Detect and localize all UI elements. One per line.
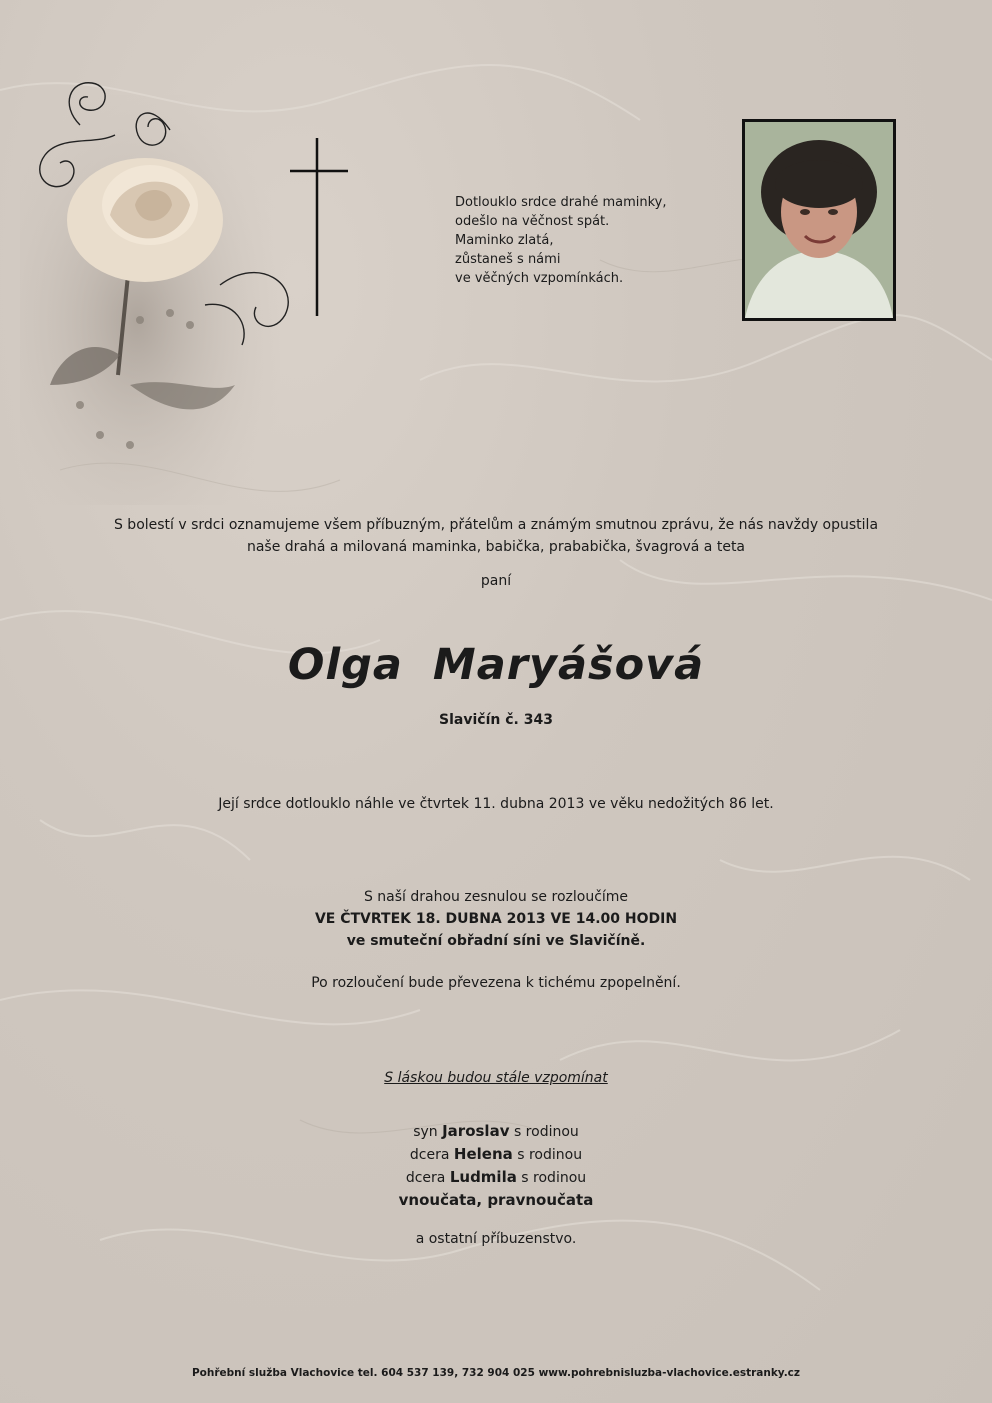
first-name: Olga bbox=[287, 640, 403, 690]
cremation-note: Po rozloučení bude převezena k tichému zpopelnění. bbox=[311, 975, 681, 991]
funeral-intro: S naší drahou zesnulou se rozloučíme bbox=[363, 889, 629, 905]
title-word: paní bbox=[480, 573, 512, 589]
address: Slavičín č. 343 bbox=[439, 712, 553, 728]
other-relatives: a ostatní příbuzenstvo. bbox=[415, 1231, 577, 1247]
poem-line: odešlo na věčnost spát. bbox=[455, 214, 610, 229]
rose-decoration bbox=[20, 55, 300, 505]
poem-line: Maminko zlatá, bbox=[455, 233, 554, 248]
poem-line: Dotlouklo srdce drahé maminky, bbox=[455, 195, 667, 210]
death-notice: Její srdce dotlouklo náhle ve čtvrtek 11. dubna 2013 ve věku nedožitých 86 let. bbox=[218, 796, 774, 812]
deceased-name bbox=[0, 640, 992, 690]
family-name: Ludmila bbox=[449, 1168, 517, 1186]
family-row: dcera Ludmila s rodinou bbox=[405, 1168, 587, 1186]
family-list bbox=[0, 1120, 992, 1211]
family-row: syn Jaroslav s rodinou bbox=[413, 1122, 579, 1140]
announcement bbox=[0, 514, 992, 558]
poem-line: ve věčných vzpomínkách. bbox=[455, 271, 624, 286]
portrait-photo bbox=[742, 119, 896, 321]
last-name: Maryášová bbox=[432, 640, 705, 690]
family-name: Helena bbox=[453, 1145, 513, 1163]
cross-icon bbox=[290, 138, 350, 318]
family-name: Jaroslav bbox=[442, 1122, 510, 1140]
funeral-place: ve smuteční obřadní síni ve Slavičíně. bbox=[346, 933, 646, 949]
grandchildren: vnoučata, pravnoučata bbox=[398, 1191, 594, 1209]
announcement-line: naše drahá a milovaná maminka, babička, prababička, švagrová a teta bbox=[246, 539, 746, 555]
announcement-line: S bolestí v srdci oznamujeme všem příbuzným, přátelům a známým smutnou zprávu, že nás navždy opustila bbox=[113, 517, 879, 533]
family-row: dcera Helena s rodinou bbox=[409, 1145, 583, 1163]
poem bbox=[455, 193, 666, 288]
poem-line: zůstaneš s námi bbox=[455, 252, 561, 267]
funeral-info bbox=[0, 886, 992, 952]
footer-contact: Pohřební služba Vlachovice tel. 604 537 139, 732 904 025 www.pohrebnisluzba-vlachovice.estranky.cz bbox=[191, 1367, 801, 1379]
remember-heading: S láskou budou stále vzpomínat bbox=[384, 1070, 608, 1086]
funeral-date: VE ČTVRTEK 18. DUBNA 2013 VE 14.00 HODIN bbox=[314, 911, 678, 927]
